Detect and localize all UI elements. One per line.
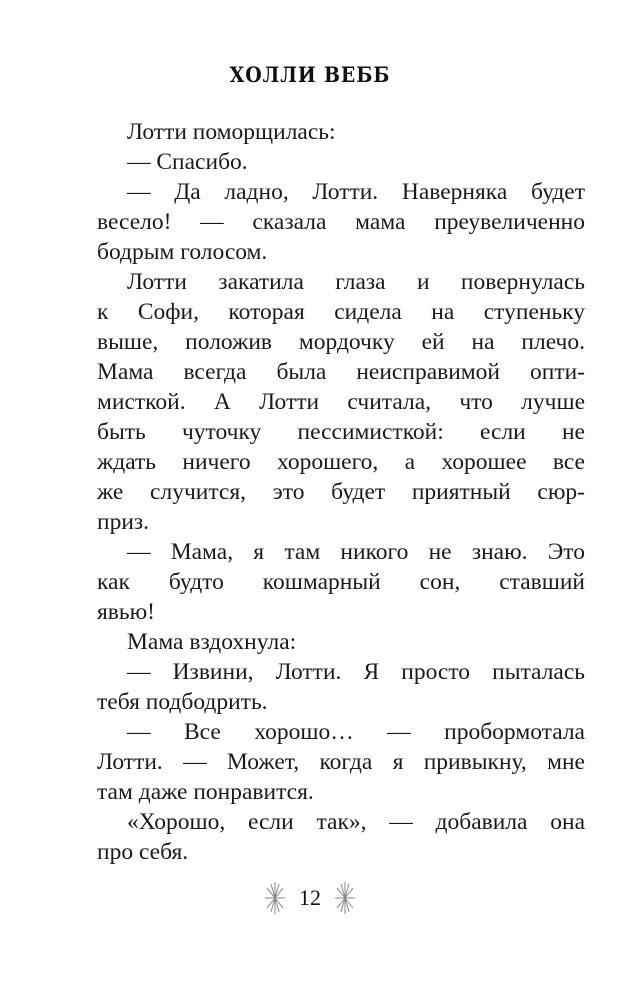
text-line: как будто кошмарный сон, ставший: [97, 569, 585, 595]
text-line: «Хорошо, если так», — добавила она: [127, 809, 585, 835]
text-line: выше, положив мордочку ей на плечо.: [97, 329, 585, 355]
text-line: мисткой. А Лотти считала, что лучше: [97, 389, 585, 415]
sparkle-star-icon: [263, 880, 287, 916]
text-line: приз.: [97, 509, 150, 535]
text-line: — Все хорошо… — пробормотала: [127, 719, 585, 745]
text-line: явью!: [97, 599, 156, 625]
text-line: бодрым голосом.: [97, 239, 268, 265]
text-line: Лотти поморщилась:: [127, 119, 336, 145]
page-number: 12: [299, 885, 321, 910]
text-line: — Да ладно, Лотти. Наверняка будет: [127, 179, 585, 205]
text-line: — Мама, я там никого не знаю. Это: [127, 539, 585, 565]
page-body-text: [97, 117, 585, 867]
page-footer: [0, 880, 620, 916]
text-line: Мама вздохнула:: [127, 629, 297, 655]
text-line: Лотти. — Может, когда я привыкну, мне: [97, 749, 585, 775]
text-line: про себя.: [97, 839, 189, 865]
text-line: же случится, это будет приятный сюр-: [97, 479, 585, 505]
sparkle-star-icon: [333, 880, 357, 916]
text-line: — Спасибо.: [127, 149, 248, 175]
text-line: весело! — сказала мама преувеличенно: [97, 209, 585, 235]
text-line: ждать ничего хорошего, а хорошее все: [97, 449, 585, 475]
text-line: Мама всегда была неисправимой опти-: [97, 359, 585, 385]
text-line: быть чуточку пессимисткой: если не: [97, 419, 585, 445]
text-line: к Софи, которая сидела на ступеньку: [97, 299, 585, 325]
text-line: там даже понравится.: [97, 779, 314, 805]
text-line: — Извини, Лотти. Я просто пыталась: [127, 659, 585, 685]
text-line: тебя подбодрить.: [97, 689, 268, 715]
text-line: Лотти закатила глаза и повернулась: [127, 269, 585, 295]
running-header: ХОЛЛИ ВЕББ: [229, 62, 391, 87]
